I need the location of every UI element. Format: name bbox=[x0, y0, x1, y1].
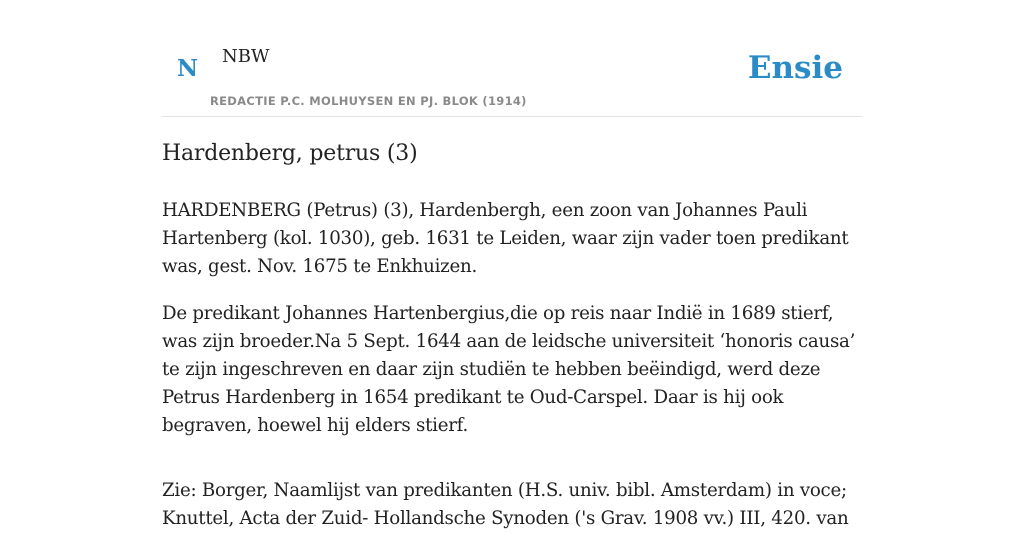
ensie-logo[interactable]: Ensie bbox=[747, 50, 843, 86]
article bbox=[162, 138, 864, 552]
article-paragraph: De predikant Johannes Hartenbergius,die op reis naar Indië in 1689 stierf, was zijn broeder.Na 5 Sept. 1644 aan de leidsche universiteit ‘honoris causa’ te zijn ingeschreven en daar zijn studiën te hebben beëindigd, werd deze Petrus Hardenberg in 1654 predikant te Oud-Carspel. Daar is hij ook begraven, hoewel hij elders stierf. bbox=[162, 303, 856, 436]
article-references: Zie: Borger, Naamlijst van predikanten (H.S. univ. bibl. Amsterdam) in voce; Knuttel, Acta der Zuid- Hollandsche Synoden ('s Grav. 1908 vv.) III, 420. van bbox=[162, 480, 849, 529]
header bbox=[162, 0, 862, 117]
article-title: Hardenberg, petrus (3) bbox=[162, 141, 418, 166]
source-logo[interactable]: N bbox=[177, 55, 199, 82]
source-editors: REDACTIE P.C. MOLHUYSEN EN PJ. BLOK (1914) bbox=[210, 94, 527, 108]
source-name[interactable]: NBW bbox=[222, 46, 270, 67]
article-paragraph: HARDENBERG (Petrus) (3), Hardenbergh, een zoon van Johannes Pauli Hartenberg (kol. 1030), geb. 1631 te Leiden, waar zijn vader toen predikant was, gest. Nov. 1675 te Enkhuizen. bbox=[162, 200, 849, 277]
